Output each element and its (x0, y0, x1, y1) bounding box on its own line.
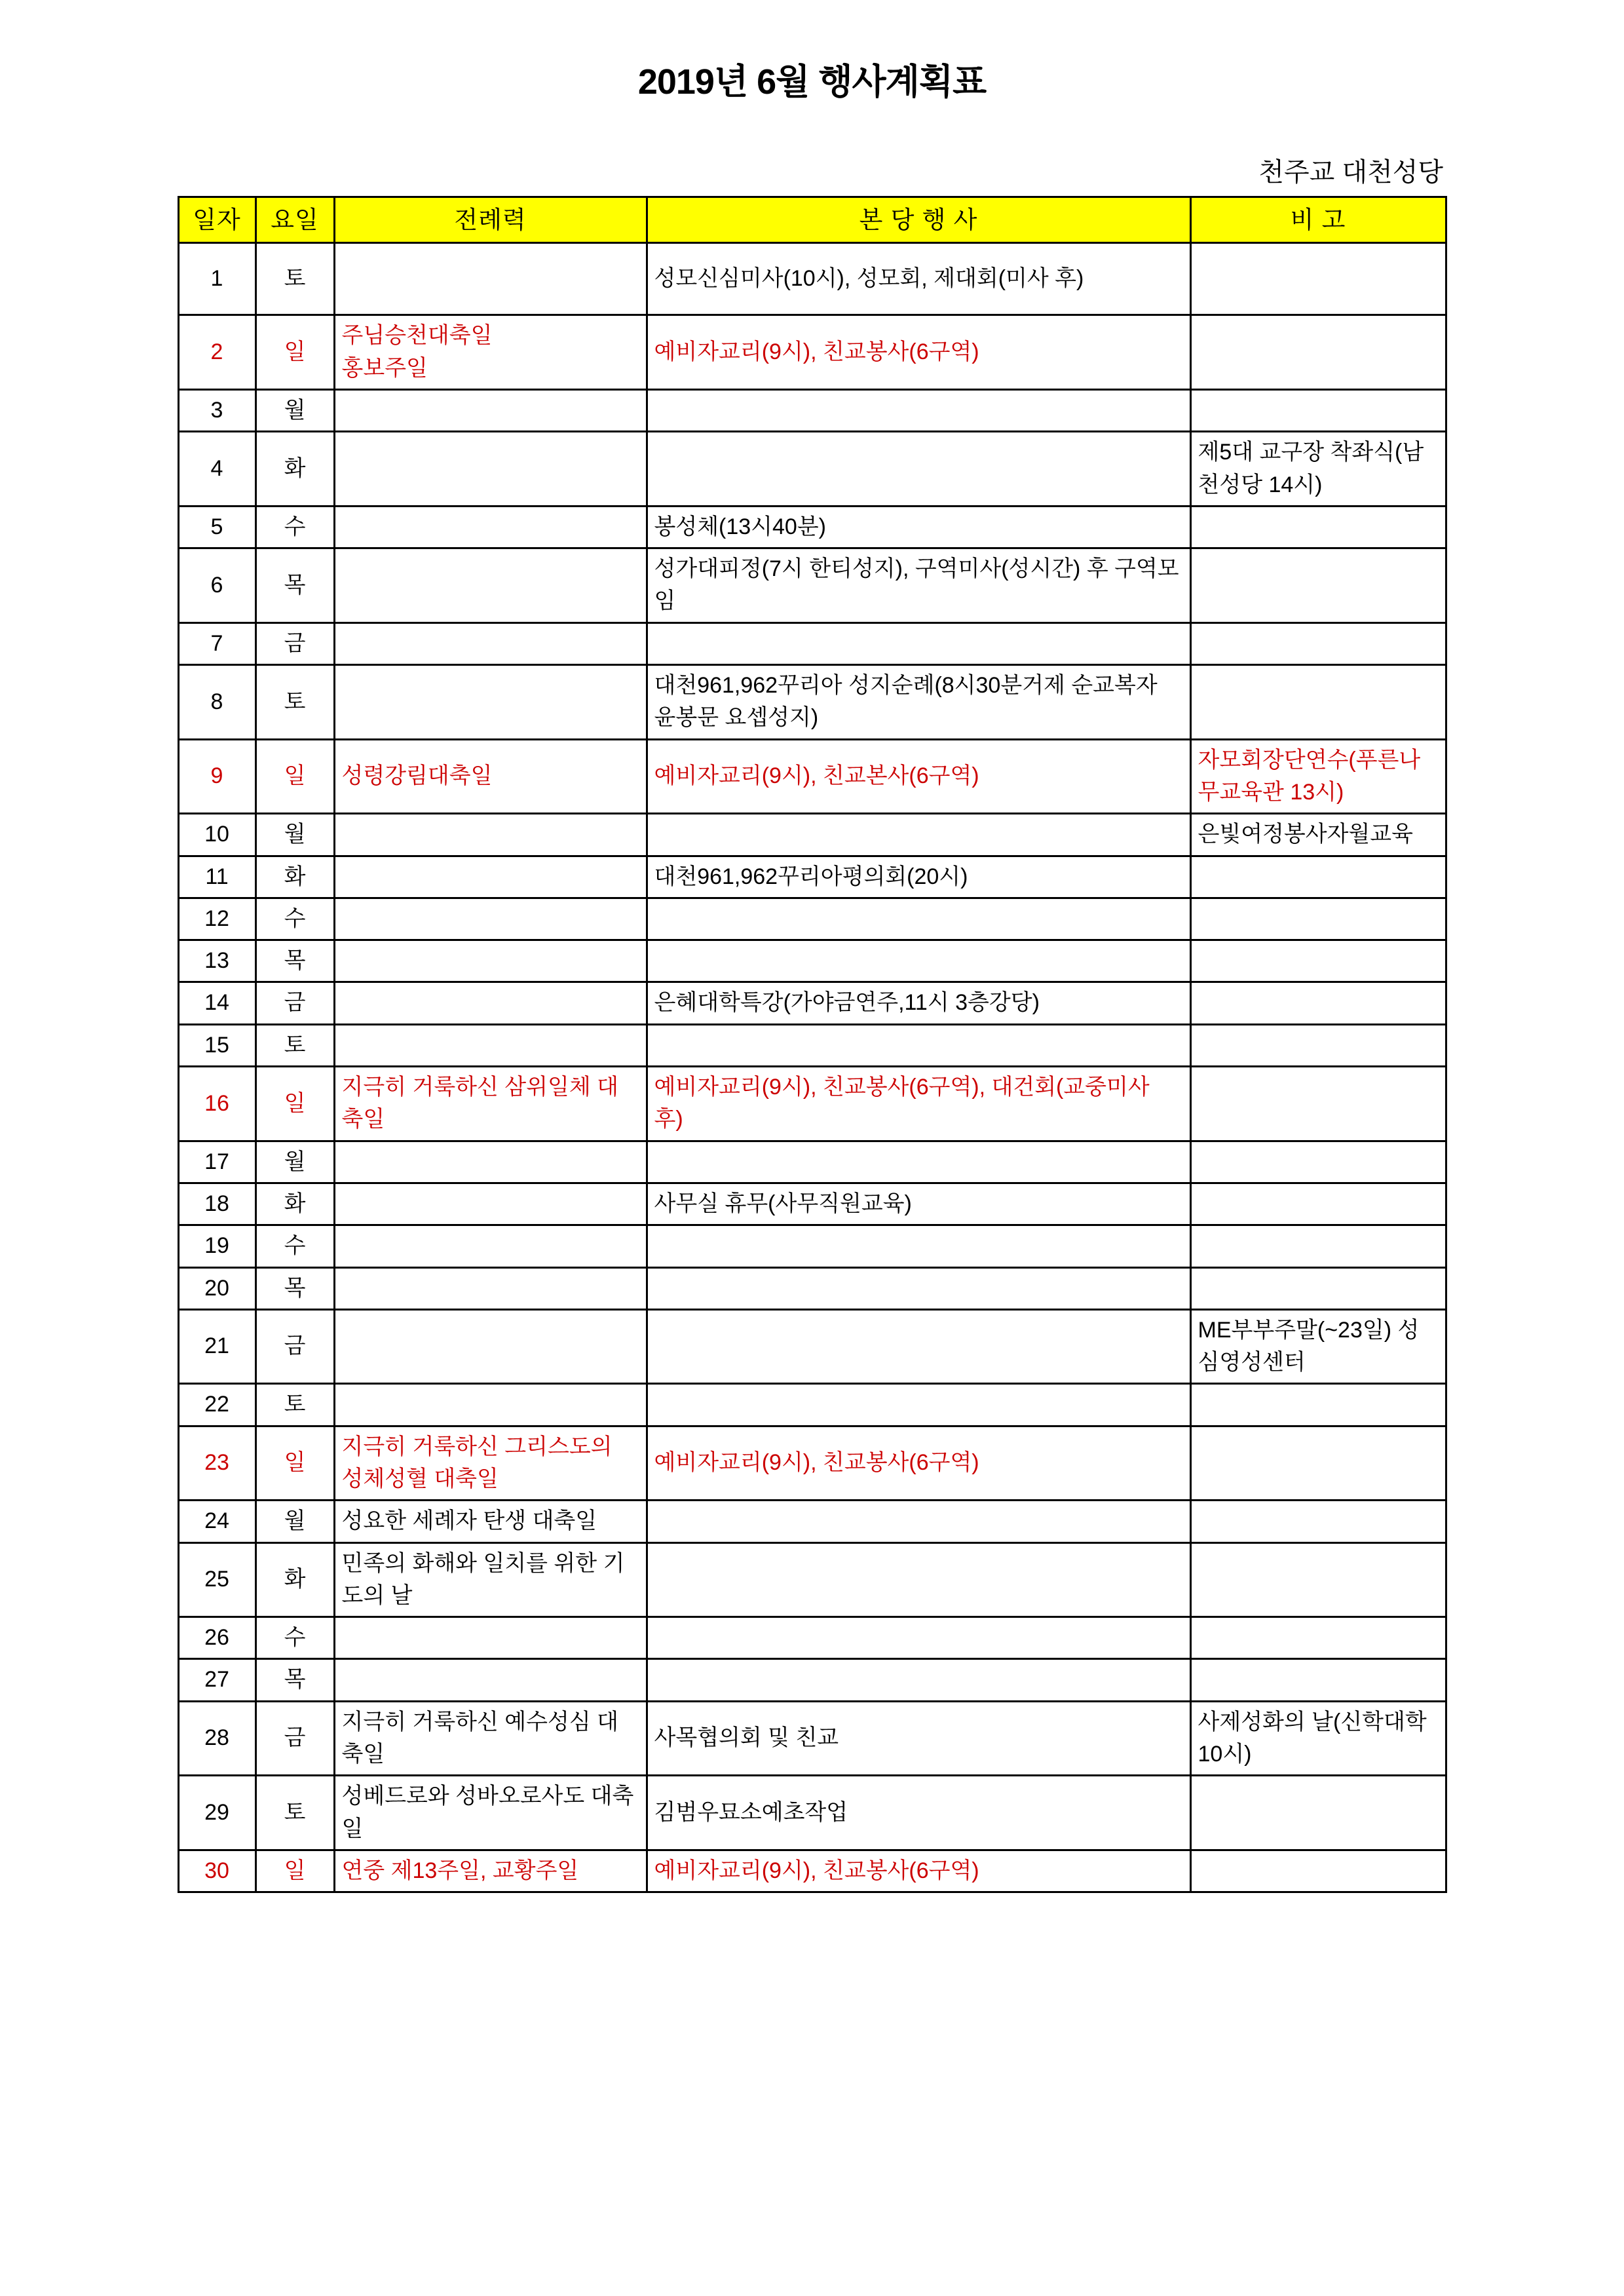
table-row (178, 1024, 1446, 1066)
cell-dow: 수 (255, 1617, 334, 1659)
cell-date: 16 (178, 1067, 255, 1141)
cell-note (1190, 898, 1446, 940)
cell-note (1190, 665, 1446, 740)
table-row (178, 1141, 1446, 1183)
cell-dow: 토 (255, 243, 334, 315)
cell-dow: 수 (255, 898, 334, 940)
cell-date: 22 (178, 1384, 255, 1426)
table-row (178, 665, 1446, 740)
cell-date: 12 (178, 898, 255, 940)
table-row (178, 1542, 1446, 1617)
cell-date: 17 (178, 1141, 255, 1183)
cell-note (1190, 1776, 1446, 1850)
cell-liturgy: 연중 제13주일, 교황주일 (334, 1850, 647, 1892)
cell-note: 제5대 교구장 착좌식(남천성당 14시) (1190, 432, 1446, 507)
cell-liturgy (334, 1183, 647, 1225)
cell-liturgy (334, 940, 647, 982)
cell-note: 자모회장단연수(푸른나무교육관 13시) (1190, 739, 1446, 814)
cell-liturgy: 민족의 화해와 일치를 위한 기도의 날 (334, 1542, 647, 1617)
cell-event: 김범우묘소예초작업 (647, 1776, 1190, 1850)
cell-liturgy: 지극히 거룩하신 예수성심 대축일 (334, 1701, 647, 1776)
cell-date: 28 (178, 1701, 255, 1776)
cell-date: 26 (178, 1617, 255, 1659)
column-header-date: 일자 (178, 197, 255, 243)
cell-dow: 월 (255, 389, 334, 431)
table-row (178, 1617, 1446, 1659)
cell-dow: 금 (255, 1309, 334, 1384)
cell-event: 예비자교리(9시), 친교봉사(6구역) (647, 1850, 1190, 1892)
cell-date: 11 (178, 856, 255, 898)
cell-date: 9 (178, 739, 255, 814)
table-row (178, 243, 1446, 315)
cell-date: 15 (178, 1024, 255, 1066)
cell-dow: 일 (255, 1850, 334, 1892)
table-row (178, 432, 1446, 507)
table-row (178, 898, 1446, 940)
cell-liturgy (334, 898, 647, 940)
cell-liturgy (334, 1617, 647, 1659)
cell-note (1190, 622, 1446, 664)
cell-liturgy (334, 665, 647, 740)
cell-event (647, 622, 1190, 664)
cell-note (1190, 389, 1446, 431)
table-row (178, 506, 1446, 548)
cell-date: 18 (178, 1183, 255, 1225)
cell-note (1190, 1659, 1446, 1701)
cell-event (647, 1501, 1190, 1542)
cell-liturgy: 주님승천대축일 홍보주일 (334, 315, 647, 390)
cell-event: 대천961,962꾸리아 성지순례(8시30분거제 순교복자 윤봉문 요셉성지) (647, 665, 1190, 740)
cell-note (1190, 315, 1446, 390)
cell-liturgy (334, 1384, 647, 1426)
cell-event: 사목협의회 및 친교 (647, 1701, 1190, 1776)
cell-note (1190, 1225, 1446, 1267)
cell-dow: 목 (255, 548, 334, 623)
cell-liturgy (334, 1225, 647, 1267)
cell-event: 예비자교리(9시), 친교봉사(6구역) (647, 1426, 1190, 1501)
cell-note: 사제성화의 날(신학대학 10시) (1190, 1701, 1446, 1776)
cell-dow: 월 (255, 1501, 334, 1542)
cell-event: 성모신심미사(10시), 성모회, 제대회(미사 후) (647, 243, 1190, 315)
table-row (178, 389, 1446, 431)
cell-liturgy: 지극히 거룩하신 그리스도의 성체성혈 대축일 (334, 1426, 647, 1501)
cell-date: 23 (178, 1426, 255, 1501)
cell-note (1190, 1850, 1446, 1892)
cell-note (1190, 243, 1446, 315)
cell-dow: 금 (255, 1701, 334, 1776)
cell-note: ME부부주말(~23일) 성심영성센터 (1190, 1309, 1446, 1384)
table-row (178, 1309, 1446, 1384)
table-row (178, 814, 1446, 856)
table-row (178, 548, 1446, 623)
table-row (178, 1659, 1446, 1701)
cell-event (647, 1659, 1190, 1701)
table-row (178, 1225, 1446, 1267)
cell-dow: 수 (255, 1225, 334, 1267)
table-row (178, 1776, 1446, 1850)
cell-note (1190, 856, 1446, 898)
cell-event (647, 898, 1190, 940)
cell-event: 성가대피정(7시 한티성지), 구역미사(성시간) 후 구역모임 (647, 548, 1190, 623)
cell-dow: 금 (255, 622, 334, 664)
cell-dow: 목 (255, 1659, 334, 1701)
column-header-dayofweek: 요일 (255, 197, 334, 243)
cell-event: 예비자교리(9시), 친교봉사(6구역), 대건회(교중미사 후) (647, 1067, 1190, 1141)
cell-date: 20 (178, 1267, 255, 1309)
cell-event: 사무실 휴무(사무직원교육) (647, 1183, 1190, 1225)
cell-note (1190, 1542, 1446, 1617)
cell-liturgy (334, 1024, 647, 1066)
table-header (178, 197, 1446, 243)
cell-dow: 일 (255, 739, 334, 814)
page-title: 2019년 6월 행사계획표 (637, 62, 987, 102)
table-row (178, 1384, 1446, 1426)
header-row (178, 197, 1446, 243)
cell-date: 5 (178, 506, 255, 548)
cell-dow: 일 (255, 1067, 334, 1141)
cell-note (1190, 1141, 1446, 1183)
cell-event: 대천961,962꾸리아평의회(20시) (647, 856, 1190, 898)
cell-dow: 토 (255, 1384, 334, 1426)
cell-event: 은혜대학특강(가야금연주,11시 3층강당) (647, 982, 1190, 1024)
schedule-table (178, 196, 1447, 1893)
cell-liturgy (334, 1267, 647, 1309)
table-row (178, 1850, 1446, 1892)
cell-note (1190, 1267, 1446, 1309)
cell-event: 예비자교리(9시), 친교봉사(6구역) (647, 315, 1190, 390)
cell-liturgy (334, 506, 647, 548)
cell-note (1190, 1617, 1446, 1659)
cell-liturgy (334, 1141, 647, 1183)
cell-date: 2 (178, 315, 255, 390)
cell-date: 30 (178, 1850, 255, 1892)
table-row (178, 739, 1446, 814)
cell-date: 25 (178, 1542, 255, 1617)
table-row (178, 1701, 1446, 1776)
cell-dow: 일 (255, 1426, 334, 1501)
cell-liturgy (334, 243, 647, 315)
table-row (178, 1067, 1446, 1141)
cell-liturgy (334, 622, 647, 664)
cell-dow: 목 (255, 940, 334, 982)
table-row (178, 315, 1446, 390)
cell-note (1190, 1183, 1446, 1225)
table-body (178, 243, 1446, 1892)
cell-event (647, 1141, 1190, 1183)
column-header-note: 비 고 (1190, 197, 1446, 243)
cell-dow: 화 (255, 856, 334, 898)
cell-dow: 목 (255, 1267, 334, 1309)
cell-dow: 월 (255, 814, 334, 856)
cell-liturgy (334, 389, 647, 431)
cell-note: 은빛여정봉사자월교육 (1190, 814, 1446, 856)
table-row (178, 1501, 1446, 1542)
table-row (178, 1267, 1446, 1309)
column-header-event: 본 당 행 사 (647, 197, 1190, 243)
cell-event (647, 940, 1190, 982)
cell-date: 8 (178, 665, 255, 740)
cell-liturgy (334, 432, 647, 507)
table-row (178, 940, 1446, 982)
cell-dow: 토 (255, 665, 334, 740)
cell-liturgy (334, 856, 647, 898)
cell-dow: 일 (255, 315, 334, 390)
cell-liturgy: 성요한 세례자 탄생 대축일 (334, 1501, 647, 1542)
cell-event: 봉성체(13시40분) (647, 506, 1190, 548)
cell-liturgy: 지극히 거룩하신 삼위일체 대축일 (334, 1067, 647, 1141)
cell-liturgy (334, 548, 647, 623)
cell-event (647, 1542, 1190, 1617)
cell-date: 21 (178, 1309, 255, 1384)
cell-date: 24 (178, 1501, 255, 1542)
cell-event (647, 1384, 1190, 1426)
cell-note (1190, 982, 1446, 1024)
cell-note (1190, 1067, 1446, 1141)
cell-dow: 화 (255, 1183, 334, 1225)
cell-note (1190, 940, 1446, 982)
cell-event (647, 1309, 1190, 1384)
cell-liturgy (334, 982, 647, 1024)
cell-event: 예비자교리(9시), 친교본사(6구역) (647, 739, 1190, 814)
cell-dow: 금 (255, 982, 334, 1024)
table-row (178, 622, 1446, 664)
cell-event (647, 389, 1190, 431)
table-row (178, 982, 1446, 1024)
cell-note (1190, 548, 1446, 623)
cell-note (1190, 1501, 1446, 1542)
cell-event (647, 1617, 1190, 1659)
table-row (178, 856, 1446, 898)
cell-date: 4 (178, 432, 255, 507)
cell-date: 1 (178, 243, 255, 315)
cell-event (647, 1024, 1190, 1066)
cell-date: 7 (178, 622, 255, 664)
cell-note (1190, 1384, 1446, 1426)
cell-event (647, 432, 1190, 507)
cell-date: 14 (178, 982, 255, 1024)
cell-event (647, 1225, 1190, 1267)
cell-dow: 화 (255, 432, 334, 507)
cell-liturgy (334, 1659, 647, 1701)
cell-date: 29 (178, 1776, 255, 1850)
cell-date: 6 (178, 548, 255, 623)
cell-event (647, 1267, 1190, 1309)
cell-dow: 수 (255, 506, 334, 548)
organization-name: 천주교 대천성당 (1258, 158, 1443, 187)
cell-liturgy (334, 814, 647, 856)
cell-note (1190, 1426, 1446, 1501)
cell-dow: 토 (255, 1024, 334, 1066)
table-row (178, 1183, 1446, 1225)
cell-dow: 화 (255, 1542, 334, 1617)
cell-note (1190, 506, 1446, 548)
cell-date: 13 (178, 940, 255, 982)
cell-date: 3 (178, 389, 255, 431)
column-header-liturgy: 전례력 (334, 197, 647, 243)
cell-liturgy: 성령강림대축일 (334, 739, 647, 814)
cell-date: 19 (178, 1225, 255, 1267)
cell-dow: 토 (255, 1776, 334, 1850)
cell-dow: 월 (255, 1141, 334, 1183)
table-row (178, 1426, 1446, 1501)
cell-date: 27 (178, 1659, 255, 1701)
cell-note (1190, 1024, 1446, 1066)
cell-date: 10 (178, 814, 255, 856)
cell-liturgy (334, 1309, 647, 1384)
cell-event (647, 814, 1190, 856)
cell-liturgy: 성베드로와 성바오로사도 대축일 (334, 1776, 647, 1850)
